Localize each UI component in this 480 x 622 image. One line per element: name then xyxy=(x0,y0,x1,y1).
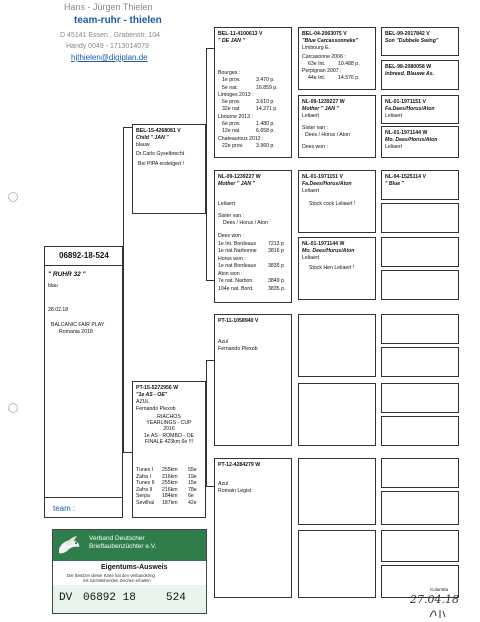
sss-name: "Blue Carcassonneke" xyxy=(302,38,358,44)
empty-ancestor-card xyxy=(381,530,459,562)
empty-ancestor-card xyxy=(298,383,376,446)
dam-achievement-line: YEARLINGS - CUP xyxy=(146,420,192,427)
dam-achievements xyxy=(133,414,205,445)
g5-card xyxy=(381,60,459,90)
ssd-name: Mother " JAN " xyxy=(302,106,339,112)
sd-sister-of: Dees / Horus / Aton xyxy=(223,220,268,226)
association-name: Brieftaubenzüchter e.V. xyxy=(89,543,157,550)
sire-color: blauw xyxy=(136,142,150,148)
empty-ancestor-card xyxy=(381,416,459,446)
dam-achievement-line: RIACHOS xyxy=(157,414,181,420)
ds-color: Azul xyxy=(218,339,229,345)
ownership-card-header xyxy=(53,530,206,561)
empty-ancestor-card xyxy=(381,458,459,488)
subject-color: blau xyxy=(48,283,58,289)
dam-breeder: Fernando Plexob xyxy=(136,406,176,412)
sds-card xyxy=(298,170,376,233)
breeder-address: D 45141 Essen , Grabenstr. 104 xyxy=(60,32,161,39)
sds-ring: NL-01-1971151 V xyxy=(302,174,343,180)
g5-card xyxy=(381,170,459,200)
breeder-phone: Handy 0049 - 1713014079 xyxy=(66,43,149,50)
connector-line xyxy=(123,127,124,453)
card-number: 06892 18 xyxy=(83,592,136,604)
email-link[interactable]: hjthielen@digiplan.de xyxy=(71,53,148,62)
ownership-number-strip xyxy=(53,585,206,613)
g5-card xyxy=(381,27,459,56)
sd-color: Leliaert xyxy=(218,201,236,207)
pigeon-logo-icon xyxy=(56,533,82,558)
empty-ancestor-card xyxy=(381,237,459,267)
connector-line xyxy=(206,48,207,280)
dam-color: AZUL xyxy=(136,399,150,405)
g5-card xyxy=(381,95,459,124)
subject-name: " RUHR 32 " xyxy=(48,271,86,278)
empty-ancestor-card xyxy=(298,530,376,598)
card-prefix: DV xyxy=(59,592,73,604)
ownership-fine-print: mit nachstehenden Zeichen erhalten xyxy=(83,578,151,583)
breeder-name: Hans - Jürgen Thielen xyxy=(64,2,153,12)
brand-name: team-ruhr - thielen xyxy=(74,15,162,26)
dam-sire-card xyxy=(214,314,292,446)
ssd-note: Dees won : xyxy=(302,144,328,150)
dam-achievement-line: FINALE 423km 6e !!! xyxy=(144,438,194,445)
signature-label: Columba xyxy=(430,587,449,592)
g5-ring: BEL-99-2017842 V xyxy=(385,31,430,37)
signature-date: 27.04.18 xyxy=(410,593,459,606)
subject-ring: 06892-18-524 xyxy=(59,251,109,260)
g5-name: Fa.Dees/Horus/Aton xyxy=(385,106,435,112)
sire-dam-card: NL-09-1239227 W Mother " JAN " Leliaert Sister van : Dees / Horus / Aton Dees won : 1e Int. Bordeaux 7213 p 1e nat.Narbonne 3816 p Horus won : 1e nat Bordeaux 3835 p Aton won : 7e nat. Narbon. 3849 p. 104e nat. Bord. 3835 p. xyxy=(214,170,292,303)
ownership-card xyxy=(52,529,207,614)
connector-line xyxy=(206,486,214,487)
g5-ring: NL-01-1971151 V xyxy=(385,99,426,105)
empty-ancestor-card xyxy=(298,314,376,377)
connector-line xyxy=(123,452,132,453)
connector-line xyxy=(206,280,214,281)
g5-card xyxy=(381,126,459,158)
sd-sister-label: Sister van : xyxy=(218,213,244,219)
dam-ring: PT-15-5272956 W xyxy=(136,385,179,391)
g5-ring: NL-94-1525114 V xyxy=(385,174,426,180)
empty-ancestor-card xyxy=(298,458,376,525)
empty-ancestor-card xyxy=(381,383,459,413)
g5-color: Leliaert xyxy=(385,113,403,119)
g5-color: Leliaert xyxy=(385,144,403,150)
empty-ancestor-card xyxy=(381,314,459,344)
sss-card: BEL-04-2063075 V "Blue Carcassonneke" Limbourg E. Carcasonne 2006 : 63e Int. 10.488 p. Perpignan 2007 : 44e Int. 14.576 p. xyxy=(298,27,376,90)
ownership-fine-print: Der Besitzer dieser Karte hat den Verbandsring xyxy=(67,573,155,578)
subject-note: BALCANIC FAIR PLAY xyxy=(51,322,105,328)
ssd-sister-label: Sister van : xyxy=(302,125,328,131)
sire-sire-card: BEL-11-4100613 V " DE JAN " Bourges : 1e prov. 3.470 p. 5e nat. 16.859 p. Limoges 2013 : 6e prov. 3.610 p. 32e nat 14.271 p. Lbourne 2013 : 6e prov. 1.480 p. 12e nat 6.658 p. Chateauroux 2012 : 22e prov. 3.960 p. xyxy=(214,27,292,158)
dam-name: "1e AS - OE" xyxy=(136,392,168,398)
punch-hole xyxy=(8,192,18,202)
ssd-color: Leliaert xyxy=(302,113,320,119)
empty-ancestor-card xyxy=(381,270,459,300)
sdd-color: Leliaert xyxy=(302,255,320,261)
connector-line xyxy=(206,360,214,361)
subject-date: 28.02.18 xyxy=(48,307,69,313)
subject-card xyxy=(44,246,123,518)
sire-breeder: Dr.Carlo Gyselbrecht xyxy=(136,151,185,157)
ds-breeder: Fernando Plexob xyxy=(218,346,258,352)
dd-color: Azul xyxy=(218,481,229,487)
subject-ring-cell xyxy=(45,247,122,266)
ssd-card xyxy=(298,95,376,158)
sdd-note: Stock Hen Leliaert ! xyxy=(309,265,355,271)
ss-ring: BEL-11-4100613 V xyxy=(218,31,263,37)
dam-card: PT-15-5272956 W "1e AS - OE" AZUL Fernando Plexob RIACHOS YEARLINGS - CUP 2016 1e AS - ROMBO - OE FINALE 423km 6e !!! Tunes I 255km 55e Zafra I 216km 19e Tunes II 255km 15e Zafra II 216km 78e Serpa 184km 6e Sevilhal 187km 42e xyxy=(132,381,206,518)
sds-color: Leliaert xyxy=(302,188,320,194)
g5-name: " Blue " xyxy=(385,181,405,187)
sire-note: Bei PIPA ersteigert ! xyxy=(138,161,185,167)
sire-card xyxy=(132,124,206,214)
empty-ancestor-card xyxy=(381,491,459,525)
ssd-ring: NL-09-1239227 W xyxy=(302,99,345,105)
sire-name: Child " JAN " xyxy=(136,135,169,141)
g5-name: Inbreed. Blauwe As. xyxy=(385,71,435,77)
association-name: Verband Deutscher xyxy=(89,535,145,542)
ss-name: " DE JAN " xyxy=(218,38,245,44)
sds-note: Stock cock Leliaert ! xyxy=(309,201,356,207)
dam-dam-card xyxy=(214,458,292,598)
g5-name: Son "Dubbele Swing" xyxy=(385,38,439,44)
signature-mark-icon xyxy=(428,607,448,619)
sdd-name: Mo. Dees/Horus/Aton xyxy=(302,248,355,254)
empty-ancestor-card xyxy=(381,203,459,233)
sdd-card xyxy=(298,237,376,300)
g5-ring: BEL-98-2080058 W xyxy=(385,64,432,70)
team-label: team : xyxy=(53,504,76,513)
ssd-sister-of: Dees / Horus / Aton xyxy=(305,132,350,138)
empty-ancestor-card xyxy=(381,347,459,377)
ownership-title: Eigentums-Ausweis xyxy=(101,564,168,571)
sd-ring: NL-09-1239227 W xyxy=(218,174,261,180)
card-suffix: 524 xyxy=(166,592,186,604)
subject-note: Romania 2018 xyxy=(59,329,93,335)
connector-line xyxy=(206,48,214,49)
sds-name: Fa.Dees/Horus/Aton xyxy=(302,181,352,187)
sdd-ring: NL-01-1971144 W xyxy=(302,241,345,247)
team-cell xyxy=(44,497,123,518)
sss-breeder: Limbourg E. xyxy=(302,45,330,51)
g5-name: Mo. Dees/Horus/Aton xyxy=(385,137,438,143)
g5-ring: NL-01-1971144 W xyxy=(385,130,428,136)
sire-ring: BEL-15-4268081 V xyxy=(136,128,181,134)
connector-line xyxy=(123,127,132,128)
punch-hole xyxy=(8,403,18,413)
ds-ring: PT-11-1058940 V xyxy=(218,318,259,324)
dam-achievement-line: 1e AS - ROMBO - OE xyxy=(143,432,195,439)
dam-achievement-line: 2016 xyxy=(163,426,175,433)
connector-line xyxy=(206,360,207,486)
dd-breeder: Romain Legist xyxy=(218,488,252,494)
sd-name: Mother " JAN " xyxy=(218,181,255,187)
dd-ring: PT-12-4284279 W xyxy=(218,462,261,468)
sss-ring: BEL-04-2063075 V xyxy=(302,31,347,37)
